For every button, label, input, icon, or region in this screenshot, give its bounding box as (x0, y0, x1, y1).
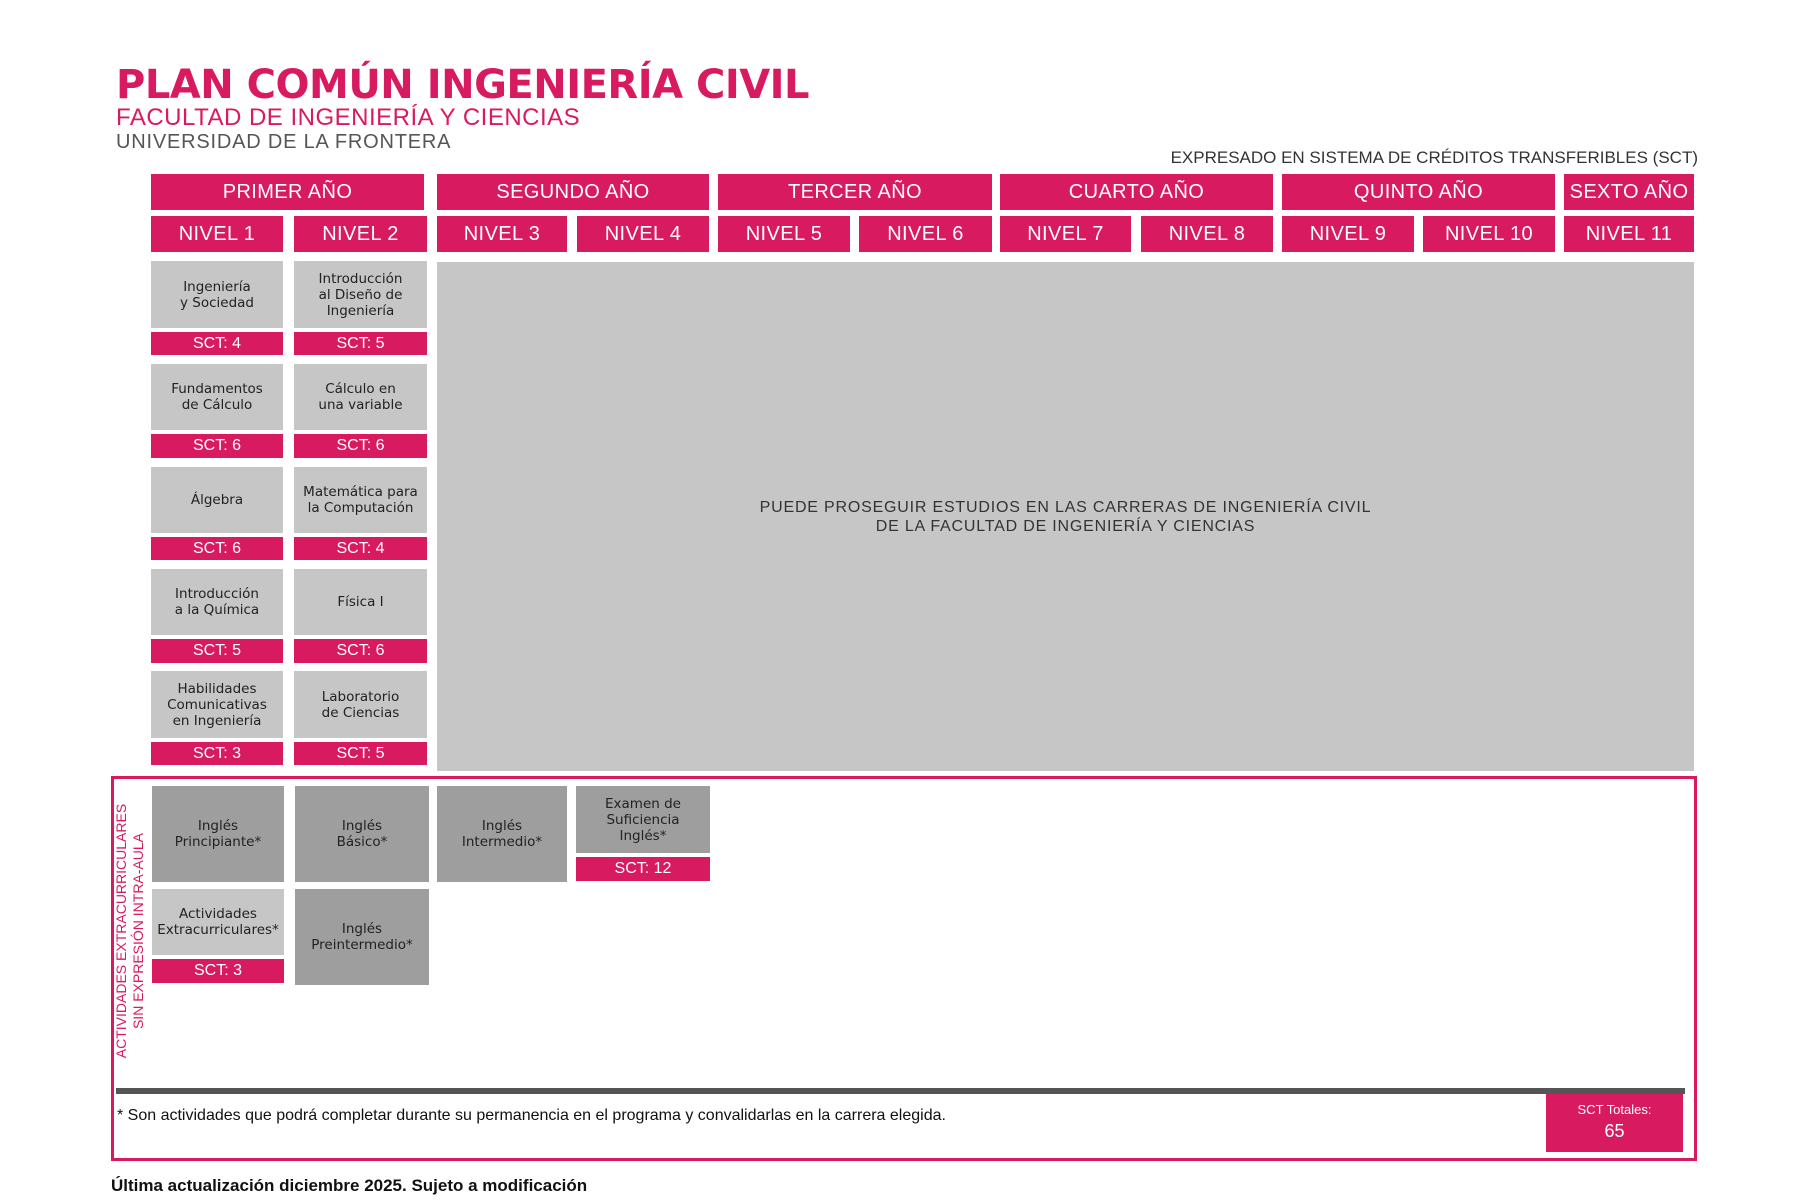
continuation-text-line1: PUEDE PROSEGUIR ESTUDIOS EN LAS CARRERAS DE INGENIERÍA CIVIL (759, 498, 1372, 516)
extracurricular-label-line2: SIN EXPRESIÓN INTRA-AULA (130, 832, 146, 1030)
year-header-1: PRIMER AÑO (151, 174, 424, 210)
course-introduccion-quimica: Introducción a la Química (151, 569, 283, 635)
level-header-9: NIVEL 9 (1282, 216, 1414, 252)
year-header-5: QUINTO AÑO (1282, 174, 1555, 210)
year-header-6: SEXTO AÑO (1564, 174, 1694, 210)
total-sct-value: 65 (1604, 1121, 1625, 1141)
sct-badge: SCT: 5 (294, 742, 427, 765)
extracurricular-label (113, 796, 147, 1066)
page-title: PLAN COMÚN INGENIERÍA CIVIL (116, 62, 810, 108)
course-laboratorio-ciencias: Laboratorio de Ciencias (294, 671, 427, 738)
course-habilidades-comunicativas: Habilidades Comunicativas en Ingeniería (151, 671, 283, 738)
year-header-3: TERCER AÑO (718, 174, 992, 210)
course-fisica-1: Física I (294, 569, 427, 635)
faculty-subtitle: FACULTAD DE INGENIERÍA Y CIENCIAS (116, 104, 581, 131)
total-sct-box (1546, 1094, 1683, 1152)
course-ingles-principiante: Inglés Principiante* (152, 786, 284, 882)
course-ingles-preintermedio: Inglés Preintermedio* (295, 889, 429, 985)
level-header-8: NIVEL 8 (1141, 216, 1273, 252)
sct-badge: SCT: 3 (151, 742, 283, 765)
sct-badge: SCT: 5 (151, 639, 283, 663)
continuation-text-line2: DE LA FACULTAD DE INGENIERÍA Y CIENCIAS (875, 517, 1256, 535)
sct-badge: SCT: 4 (151, 332, 283, 355)
level-header-3: NIVEL 3 (437, 216, 567, 252)
sct-badge: SCT: 6 (294, 434, 427, 458)
university-name: UNIVERSIDAD DE LA FRONTERA (116, 131, 452, 153)
total-sct-label: SCT Totales: (1577, 1102, 1652, 1117)
level-header-1: NIVEL 1 (151, 216, 283, 252)
course-ingles-intermedio: Inglés Intermedio* (437, 786, 567, 882)
level-header-2: NIVEL 2 (294, 216, 427, 252)
sct-badge: SCT: 6 (151, 434, 283, 458)
level-header-5: NIVEL 5 (718, 216, 850, 252)
course-introduccion-diseno: Introducción al Diseño de Ingeniería (294, 261, 427, 328)
sct-badge: SCT: 4 (294, 537, 427, 560)
course-calculo-una-variable: Cálculo en una variable (294, 364, 427, 430)
course-examen-suficiencia: Examen de Suficiencia Inglés* (576, 786, 710, 853)
sct-badge: SCT: 6 (151, 537, 283, 560)
year-header-2: SEGUNDO AÑO (437, 174, 709, 210)
level-header-6: NIVEL 6 (859, 216, 992, 252)
continuation-panel (437, 262, 1694, 771)
level-header-4: NIVEL 4 (577, 216, 709, 252)
extracurricular-label-line1: ACTIVIDADES EXTRACURRICULARES (113, 803, 129, 1059)
course-fundamentos-calculo: Fundamentos de Cálculo (151, 364, 283, 430)
course-ingles-basico: Inglés Básico* (295, 786, 429, 882)
footnote: * Son actividades que podrá completar durante su permanencia en el programa y convalidarlas en la carrera elegida. (117, 1107, 946, 1124)
level-header-11: NIVEL 11 (1564, 216, 1694, 252)
level-header-10: NIVEL 10 (1423, 216, 1555, 252)
course-algebra: Álgebra (151, 467, 283, 533)
level-header-7: NIVEL 7 (1000, 216, 1131, 252)
course-matematica-computacion: Matemática para la Computación (294, 467, 427, 533)
credit-system-note: EXPRESADO EN SISTEMA DE CRÉDITOS TRANSFERIBLES (SCT) (1170, 148, 1698, 167)
sct-badge: SCT: 6 (294, 639, 427, 663)
course-actividades-extracurriculares: Actividades Extracurriculares* (152, 889, 284, 955)
year-header-4: CUARTO AÑO (1000, 174, 1273, 210)
sct-badge: SCT: 5 (294, 332, 427, 355)
last-updated-note: Última actualización diciembre 2025. Sujeto a modificación (111, 1176, 588, 1195)
course-ingenieria-sociedad: Ingeniería y Sociedad (151, 261, 283, 328)
divider (116, 1088, 1685, 1094)
sct-badge: SCT: 3 (152, 959, 284, 983)
sct-badge: SCT: 12 (576, 857, 710, 881)
